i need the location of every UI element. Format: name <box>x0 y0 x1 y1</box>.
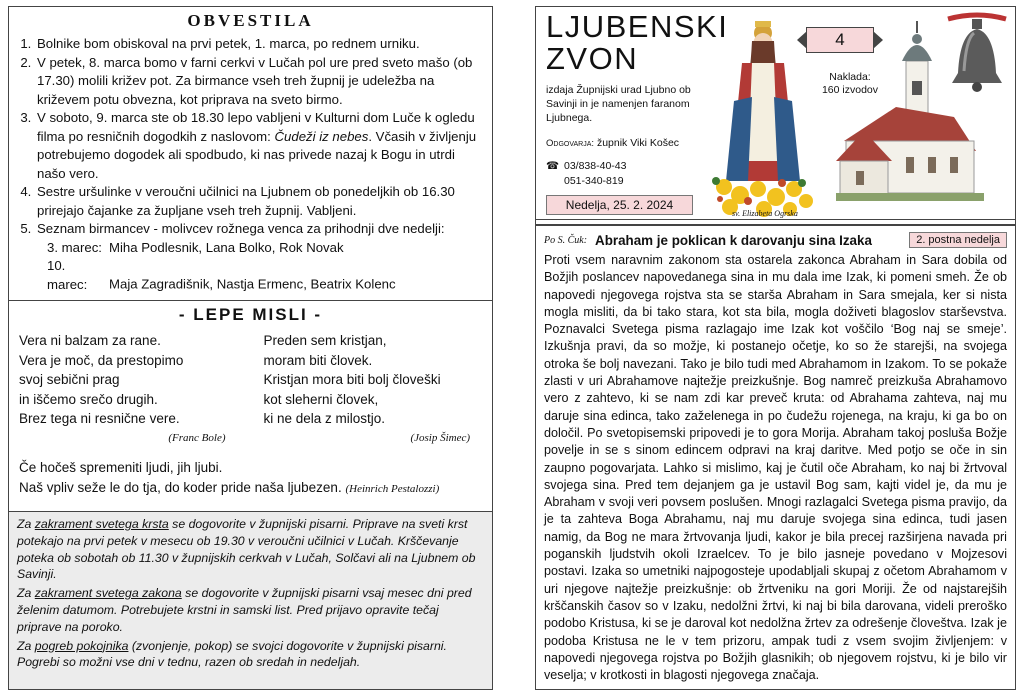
notice-item <box>35 220 484 294</box>
article-badge: 2. postna nedelja <box>909 232 1007 248</box>
quote-author: (Franc Bole) <box>168 431 226 444</box>
film-title: Čudeži iz nebes <box>274 128 369 144</box>
sacrament-marriage <box>17 585 484 635</box>
sacrament-name: zakrament svetega zakona <box>34 586 182 601</box>
birmanci-names: Maja Zagradišnik, Nastja Ermenc, Beatrix Kolenc <box>109 276 396 292</box>
phone-icon: ☎ <box>546 160 560 172</box>
misli-title: - LEPE MISLI - <box>178 305 323 324</box>
quote-right <box>238 331 483 448</box>
quote-author: (Josip Šimec) <box>410 431 470 444</box>
phone-number: 03/838-40-43 <box>564 160 627 172</box>
sacrament-name: pogreb pokojnika <box>34 638 129 653</box>
birmanci-names: Miha Podlesnik, Lana Bolko, Rok Novak <box>109 239 344 255</box>
article-title: Abraham je poklican k darovanju sina Izaka <box>595 232 872 248</box>
quote-line <box>19 478 482 500</box>
notice-item: 4. Sestre uršulinke v veroučni učilnici na Ljubnem ob ponedeljkih ob 16.30 prirejajo čajanke za župljane vseh treh župnij. Vabljeni. <box>35 183 484 220</box>
quote-line: Vera je moč, da prestopimo <box>19 352 184 368</box>
phone-row <box>564 174 626 189</box>
print-run-value: 160 izvodov <box>821 84 879 96</box>
title-line: ZVON <box>546 41 639 76</box>
quote-left <box>19 331 238 448</box>
quote-author: (Heinrich Pestalozzi) <box>345 482 440 495</box>
notice-text: Seznam birmancev - molivcev rožnega venca za prihodnji dve nedelji: <box>37 221 445 236</box>
quote-line: Kristjan mora biti bolj človeški <box>263 372 441 387</box>
masthead <box>536 7 1015 220</box>
notice-text: V soboto, 9. marca ste ob 18.30 lepo vabljeni v Kulturni dom Luče k ogledu filma po resničnih dogodkih z naslovom: <box>37 110 475 144</box>
notices-list <box>9 35 492 294</box>
quote-line: Vera ni balzam za rane. <box>19 333 161 348</box>
article-body: Proti vsem naravnim zakonom sta ostarela zakonca Abraham in Sara dobila od Božjih poslancev napovedanega sina in mu dala ime Izak, ki pomeni smeh. Že ob napovedi njegovega rojstva sta se starša Abraham in Sara smejala, ker si nista mogla misliti, da bi tako stara, kot sta bila, mogla doživeti blagoslov starševstva. Poznavalci Svetega pisma razlagajo ime Izak kot voščilo ‘Bog naj se smeje’. Izkušnja pravi, da so možje, ki postanejo očetje, ko so že starejši, na svojega otroka še bolj navezani. Tako je bilo tudi med Abrahamom in Izakom. To se pokaže zlasti v uri Abrahamove najtežje preizkušnje. Bog namreč preizkuša Abrahamovo vero z zahtevo, ki se nam zdi kar preveč kruta: od Abrahama zahteva, naj mu daruje sina edinca, tako zaželenega in po čudežu rojenega, na kraju, ki ga bo on določil. Po svetopisemski pripovedi je to gora Morija. Abraham takoj posluša Božje povelje in se s sinom edincem odpravi na kraj daritve. Med potjo se oče in sin zaupno pogovarjata. Lahko si mislimo, kaj je čutil oče Abraham, ko naj bi žrtvoval svojega sina. Pred tem dejanjem ga je ustavil Bog sam, kajti videl je, da mu je Abraham v svoji veri povsem poslušen. Mnogi razlagalci Svetega pisma pravijo, da je ta zahteva Boga Abrahamu, naj mu daruje svojega sina edinca, tudi jasen namig, da Bog ne mara žrtvovanja ljudi, kakor je bila precej razširjena navada pri poganskih ljudstvih okoli Izraelcev. To je bilo jasneje povedano v Mojzesovi postavi. Izaka so umetniki najpogosteje upodabljali skupaj z očetom Abrahamom v uri njegove najtežje preizkušnje: ob žrtveniku na gori Moriji. Že od najstarejših krščanskih časov so v Izaku, nedolžni žrtvi, ki naj bi bila darovana, videli preroško podobo Kristusa, ki se je daroval kot nedolžna žrtev za odrešenje človeštva. Izak je podoba Kristusa ne le v tem prizoru, ampak tudi z vsem svojim življenjem: v napovedi njegovega rojstva po Božjih glasnikih; ob njegovem rojstvu, ki je bilo vir veselja; v krotkosti in blagosti njegovega značaja. <box>544 253 1007 683</box>
funeral-note <box>17 638 484 672</box>
birmanci-list <box>37 239 484 295</box>
bell-image <box>944 11 1010 97</box>
responsible-editor <box>546 137 679 149</box>
text: se dogovorite v župnijski pisarni. Priprave na sveti krst potekajo na prvi petek v mesecu ob 19.30 v veroučni učilnici v Lučah. Krščevanje poteka ob sobotah ob 11.30 v župnijskih cerkvah v Lučah, Solčavi ali na Ljubnem ob Savinji. <box>17 517 476 582</box>
quote-line: moram biti človek. <box>263 352 373 368</box>
section-divider <box>9 300 492 301</box>
text: se dogovorite v župnijski pisarni vsaj mesec dni pred želenim datumom. Potrebujete krstni in samski list. Pred prijavo opravite tečaj priprave na poroko. <box>17 586 472 634</box>
issue-number: 4 <box>806 27 874 53</box>
image-caption: sv. Elizabeta Ogrska <box>732 209 798 218</box>
print-run-label: Naklada: <box>829 71 871 83</box>
notice-item <box>35 109 484 183</box>
text: Za <box>17 638 35 653</box>
phone-row <box>546 159 627 174</box>
quote-line: Brez tega ni resnične vere. <box>19 411 180 426</box>
obvestila-title: OBVESTILA <box>187 11 314 30</box>
right-page <box>535 6 1016 690</box>
text: Za <box>17 586 35 601</box>
quote-text: Naš vpliv seže le do tja, do koder pride naša ljubezen. <box>19 479 342 495</box>
birmanci-date: 10. marec: <box>47 258 88 292</box>
notice-item: 1. Bolnike bom obiskoval na prvi petek, 1. marca, po rednem urniku. <box>35 35 484 54</box>
quotes-block <box>9 331 492 448</box>
phone-number: 051-340-819 <box>564 175 624 187</box>
quote-line: in iščemo srečo drugih. <box>19 391 158 407</box>
left-page <box>8 6 493 690</box>
birmanci-row <box>45 239 484 258</box>
article-header <box>536 224 1015 252</box>
sacrament-baptism <box>17 516 484 583</box>
quote-pestalozzi <box>9 458 492 499</box>
text: (zvonjenje, pokop) se svojci dogovorite v župnijski pisarni. Pogrebi so možni vse dni v tednu, razen ob sredah in nedeljah. <box>17 638 447 670</box>
quote-line: ki ne dela z milostjo. <box>263 411 386 426</box>
birmanci-row <box>45 257 484 294</box>
quote-line: svoj sebični prag <box>19 372 120 387</box>
publisher-description: izdaja Župnijski urad Ljubno ob Savinji in je namenjen faranom Ljubnega. <box>546 84 691 124</box>
birmanci-date: 3. marec: <box>47 239 102 255</box>
notice-text: . Včasih v življenju potrebujemo dogodek ali spodbudo, ki nas privede nazaj k Bogu in utrdi našo vero. <box>37 128 477 181</box>
article-author: Po S. Čuk: <box>544 234 588 246</box>
sacrament-name: zakrament svetega krsta <box>34 517 169 531</box>
quote-line: kot sleherni človek, <box>263 391 379 407</box>
title-line: LJUBENSKI <box>546 9 729 44</box>
date-box: Nedelja, 25. 2. 2024 <box>546 195 693 215</box>
sacraments-box <box>9 511 492 689</box>
newsletter-title <box>546 11 728 75</box>
phones <box>546 159 627 189</box>
text: Za <box>17 517 35 531</box>
notice-item: 2. V petek, 8. marca bomo v farni cerkvi v Lučah pol ure pred sveto mašo (ob 17.30) molili križev pot. Za birmance vseh treh župnij je udeležba na križevem potu obvezna, kot priprava na sveto birmo. <box>35 54 484 110</box>
editor-name: župnik Viki Košec <box>594 137 680 149</box>
quote-line: Če hočeš spremeniti ljudi, jih ljubi. <box>19 460 223 475</box>
quote-line: Preden sem kristjan, <box>263 333 387 348</box>
editor-label: Odgovarja: <box>546 138 595 149</box>
